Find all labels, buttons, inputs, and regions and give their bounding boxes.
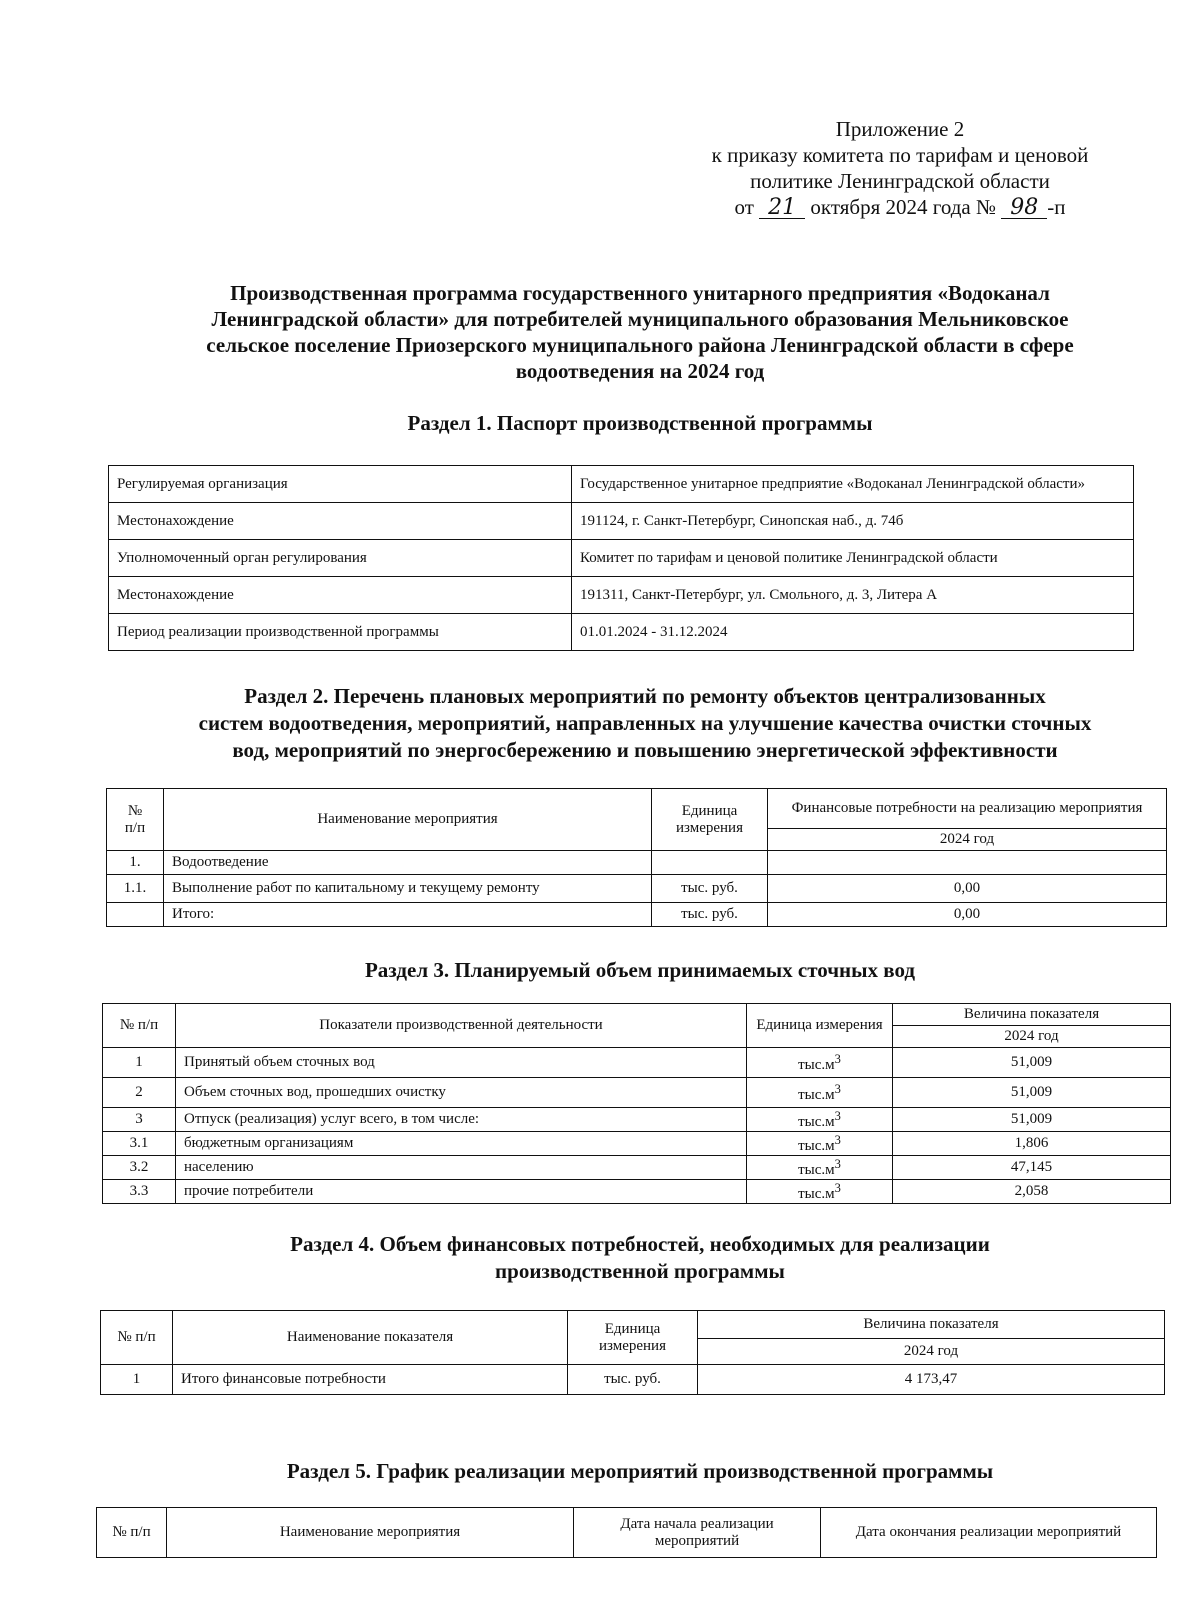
passport-label: Регулируемая организация <box>109 466 572 503</box>
passport-value: Комитет по тарифам и ценовой политике Ленинградской области <box>572 540 1134 577</box>
section-4-title-line-2: производственной программы <box>495 1259 785 1283</box>
unit-superscript: 3 <box>834 1082 841 1096</box>
header-year: 2024 год <box>698 1339 1165 1365</box>
financial-needs-table <box>100 1310 1165 1395</box>
unit-superscript: 3 <box>834 1052 841 1066</box>
handwritten-day: 21 <box>759 198 805 219</box>
passport-label: Местонахождение <box>109 577 572 614</box>
unit-superscript: 3 <box>834 1109 841 1123</box>
row-name: Выполнение работ по капитальному и текущему ремонту <box>164 875 652 903</box>
row-name: Отпуск (реализация) услуг всего, в том числе: <box>176 1108 747 1132</box>
passport-value: 191124, г. Санкт-Петербург, Синопская наб., д. 74б <box>572 503 1134 540</box>
unit-text: тыс.м <box>798 1138 835 1154</box>
title-line-3: сельское поселение Приозерского муниципального района Ленинградской области в сфере <box>206 333 1074 357</box>
row-unit <box>747 1132 893 1156</box>
header-unit: Единица измерения <box>568 1311 698 1365</box>
row-name: Водоотведение <box>164 851 652 875</box>
row-num: 1 <box>103 1048 176 1078</box>
table-row <box>103 1048 1171 1078</box>
table-header-row <box>107 789 1167 829</box>
unit-superscript: 3 <box>834 1157 841 1171</box>
row-value: 0,00 <box>768 903 1167 927</box>
header-finance: Финансовые потребности на реализацию мероприятия <box>768 789 1167 829</box>
passport-label: Период реализации производственной программы <box>109 614 572 651</box>
table-row <box>103 1156 1171 1180</box>
table-row <box>109 466 1134 503</box>
header-value: Величина показателя <box>893 1004 1171 1026</box>
title-line-1: Производственная программа государственного унитарного предприятия «Водоканал <box>230 281 1050 305</box>
row-num: 1.1. <box>107 875 164 903</box>
passport-value: Государственное унитарное предприятие «Водоканал Ленинградской области» <box>572 466 1134 503</box>
table-header-row <box>101 1311 1165 1339</box>
row-num: 3.2 <box>103 1156 176 1180</box>
table-row <box>101 1365 1165 1395</box>
header-start-date: Дата начала реализации мероприятий <box>574 1508 821 1558</box>
row-value: 4 173,47 <box>698 1365 1165 1395</box>
table-row <box>109 540 1134 577</box>
section-2-title-line-2: систем водоотведения, мероприятий, направленных на улучшение качества очистки сточных <box>198 711 1092 735</box>
table-row <box>103 1078 1171 1108</box>
row-value: 47,145 <box>893 1156 1171 1180</box>
row-unit: тыс. руб. <box>568 1365 698 1395</box>
unit-text: тыс.м <box>798 1114 835 1130</box>
date-prefix: от <box>734 195 754 219</box>
passport-label: Местонахождение <box>109 503 572 540</box>
row-unit <box>747 1078 893 1108</box>
handwritten-order-number: 98 <box>1001 198 1047 219</box>
row-unit <box>652 851 768 875</box>
table-row <box>107 903 1167 927</box>
row-value: 2,058 <box>893 1180 1171 1204</box>
unit-superscript: 3 <box>834 1133 841 1147</box>
unit-superscript: 3 <box>834 1181 841 1195</box>
title-line-4: водоотведения на 2024 год <box>515 359 765 383</box>
header-end-date: Дата окончания реализации мероприятий <box>821 1508 1157 1558</box>
row-unit <box>747 1156 893 1180</box>
row-name: Принятый объем сточных вод <box>176 1048 747 1078</box>
row-value: 51,009 <box>893 1108 1171 1132</box>
appendix-header <box>640 116 1160 220</box>
section-2-title-line-3: вод, мероприятий по энергосбережению и повышению энергетической эффективности <box>232 738 1058 762</box>
document-title <box>135 280 1145 384</box>
header-year: 2024 год <box>893 1026 1171 1048</box>
header-num: № п/п <box>97 1508 167 1558</box>
row-name: Объем сточных вод, прошедших очистку <box>176 1078 747 1108</box>
table-header-row <box>103 1004 1171 1026</box>
row-num: 1 <box>101 1365 173 1395</box>
row-value: 0,00 <box>768 875 1167 903</box>
row-unit: тыс. руб. <box>652 875 768 903</box>
table-row <box>109 614 1134 651</box>
table-row <box>109 577 1134 614</box>
table-header-row <box>97 1508 1157 1558</box>
row-num: 3.1 <box>103 1132 176 1156</box>
row-num <box>107 903 164 927</box>
row-name: Итого финансовые потребности <box>173 1365 568 1395</box>
wastewater-volume-table <box>102 1003 1171 1204</box>
appendix-line-1: Приложение 2 <box>835 117 965 141</box>
passport-value: 01.01.2024 - 31.12.2024 <box>572 614 1134 651</box>
row-unit <box>747 1048 893 1078</box>
header-name: Показатели производственной деятельности <box>176 1004 747 1048</box>
appendix-date-line <box>640 194 1160 220</box>
table-row <box>103 1108 1171 1132</box>
section-5-title: Раздел 5. График реализации мероприятий производственной программы <box>286 1459 994 1483</box>
row-unit <box>747 1108 893 1132</box>
row-name: бюджетным организациям <box>176 1132 747 1156</box>
activities-table <box>106 788 1167 927</box>
table-row <box>107 851 1167 875</box>
passport-label: Уполномоченный орган регулирования <box>109 540 572 577</box>
section-1-title: Раздел 1. Паспорт производственной программы <box>407 411 873 435</box>
section-2-title <box>115 683 1175 764</box>
header-name: Наименование показателя <box>173 1311 568 1365</box>
header-year: 2024 год <box>768 829 1167 851</box>
unit-text: тыс.м <box>798 1162 835 1178</box>
date-middle: октября 2024 года № <box>810 195 997 219</box>
schedule-table <box>96 1507 1157 1558</box>
table-row <box>103 1132 1171 1156</box>
header-num: № п/п <box>107 789 164 851</box>
row-value: 51,009 <box>893 1078 1171 1108</box>
header-name: Наименование мероприятия <box>164 789 652 851</box>
unit-text: тыс.м <box>798 1057 835 1073</box>
table-row <box>103 1180 1171 1204</box>
header-value: Величина показателя <box>698 1311 1165 1339</box>
row-unit <box>747 1180 893 1204</box>
section-4-title-line-1: Раздел 4. Объем финансовых потребностей, необходимых для реализации <box>290 1232 990 1256</box>
title-line-2: Ленинградской области» для потребителей муниципального образования Мельниковское <box>211 307 1069 331</box>
unit-text: тыс.м <box>798 1087 835 1103</box>
row-num: 3 <box>103 1108 176 1132</box>
section-3-title: Раздел 3. Планируемый объем принимаемых сточных вод <box>364 958 916 982</box>
table-row <box>107 875 1167 903</box>
header-num: № п/п <box>101 1311 173 1365</box>
section-2-title-line-1: Раздел 2. Перечень плановых мероприятий по ремонту объектов централизованных <box>244 684 1046 708</box>
row-name: Итого: <box>164 903 652 927</box>
number-suffix: -п <box>1047 195 1066 219</box>
header-unit: Единица измерения <box>652 789 768 851</box>
passport-value: 191311, Санкт-Петербург, ул. Смольного, д. 3, Литера А <box>572 577 1134 614</box>
header-unit: Единица измерения <box>747 1004 893 1048</box>
row-value: 1,806 <box>893 1132 1171 1156</box>
row-name: прочие потребители <box>176 1180 747 1204</box>
passport-table <box>108 465 1134 651</box>
row-num: 3.3 <box>103 1180 176 1204</box>
row-value: 51,009 <box>893 1048 1171 1078</box>
header-num: № п/п <box>103 1004 176 1048</box>
section-4-title <box>140 1231 1140 1285</box>
row-num: 2 <box>103 1078 176 1108</box>
unit-text: тыс.м <box>798 1186 835 1202</box>
row-num: 1. <box>107 851 164 875</box>
row-name: населению <box>176 1156 747 1180</box>
table-row <box>109 503 1134 540</box>
appendix-line-3: политике Ленинградской области <box>750 169 1050 193</box>
appendix-line-2: к приказу комитета по тарифам и ценовой <box>711 143 1089 167</box>
row-value <box>768 851 1167 875</box>
header-name: Наименование мероприятия <box>167 1508 574 1558</box>
row-unit: тыс. руб. <box>652 903 768 927</box>
